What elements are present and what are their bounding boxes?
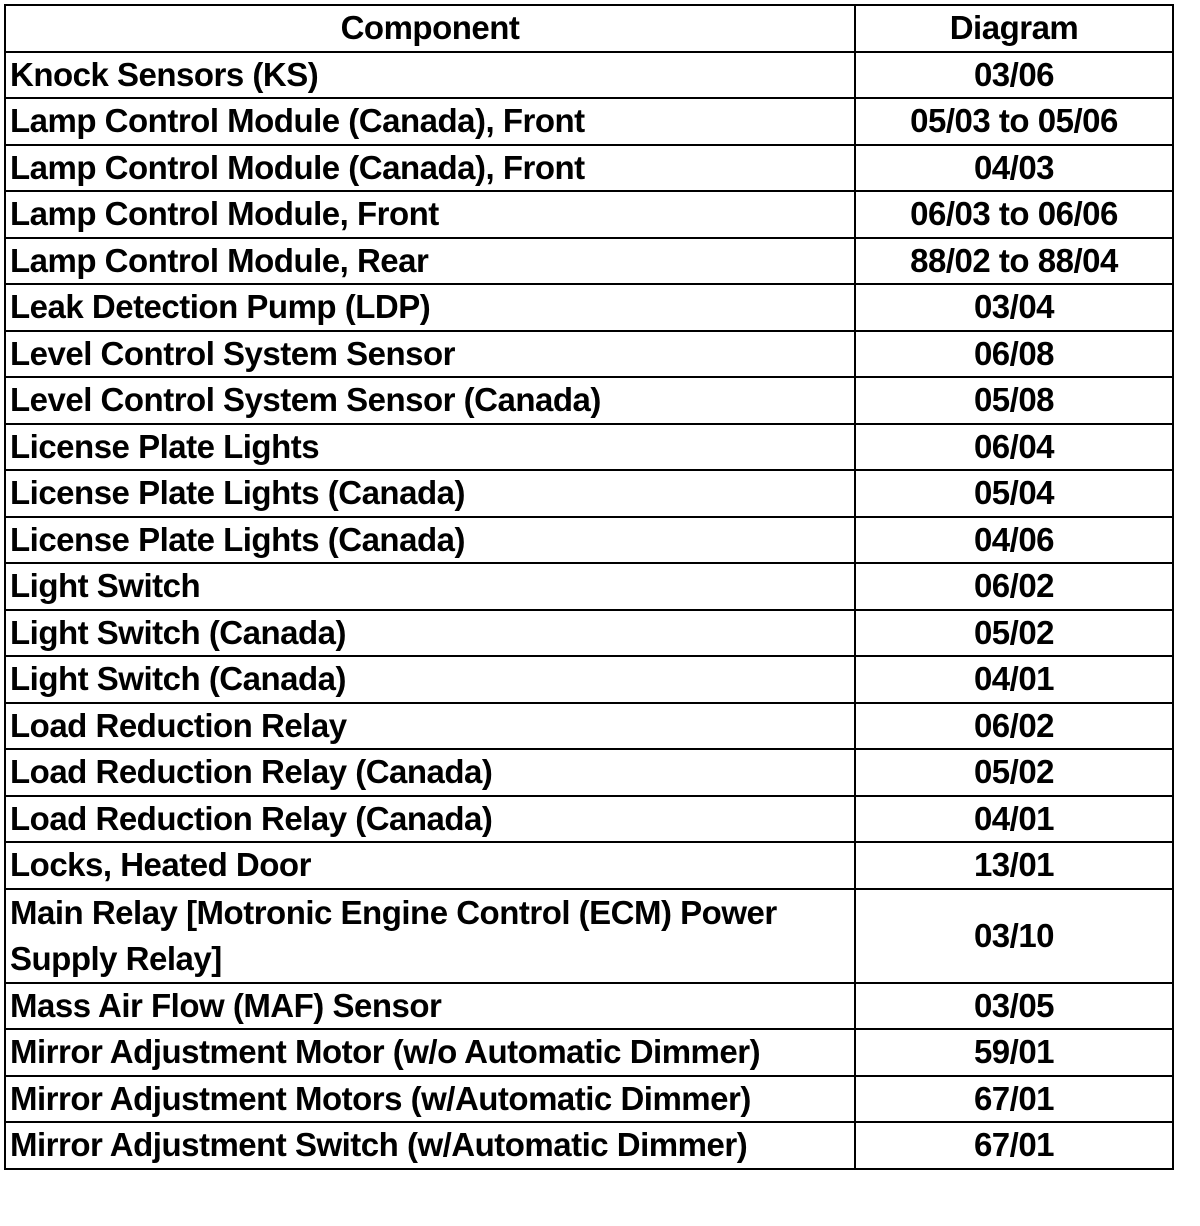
component-cell: Mirror Adjustment Motors (w/Automatic Dimmer) (5, 1076, 855, 1123)
table-row (5, 238, 1173, 285)
diagram-cell: 67/01 (855, 1076, 1173, 1123)
component-cell: Light Switch (5, 563, 855, 610)
component-cell: Knock Sensors (KS) (5, 52, 855, 99)
diagram-cell: 05/08 (855, 377, 1173, 424)
table-row (5, 377, 1173, 424)
table-row (5, 749, 1173, 796)
component-cell: Light Switch (Canada) (5, 610, 855, 657)
diagram-cell: 04/06 (855, 517, 1173, 564)
diagram-cell: 06/03 to 06/06 (855, 191, 1173, 238)
component-cell: Main Relay [Motronic Engine Control (ECM) Power Supply Relay] (5, 889, 855, 983)
table-row (5, 703, 1173, 750)
table-row (5, 563, 1173, 610)
diagram-cell: 04/03 (855, 145, 1173, 192)
component-cell: Lamp Control Module, Rear (5, 238, 855, 285)
table-row (5, 842, 1173, 889)
diagram-cell: 03/06 (855, 52, 1173, 99)
component-cell: Locks, Heated Door (5, 842, 855, 889)
diagram-cell: 05/04 (855, 470, 1173, 517)
component-cell: License Plate Lights (5, 424, 855, 471)
diagram-cell: 06/02 (855, 703, 1173, 750)
table-row (5, 284, 1173, 331)
diagram-cell: 05/02 (855, 749, 1173, 796)
table-row (5, 98, 1173, 145)
component-cell: Load Reduction Relay (Canada) (5, 749, 855, 796)
component-cell: Load Reduction Relay (Canada) (5, 796, 855, 843)
table-row (5, 889, 1173, 983)
diagram-cell: 13/01 (855, 842, 1173, 889)
component-cell: Lamp Control Module (Canada), Front (5, 145, 855, 192)
table-row (5, 1122, 1173, 1169)
component-cell: License Plate Lights (Canada) (5, 470, 855, 517)
diagram-cell: 67/01 (855, 1122, 1173, 1169)
table-row (5, 610, 1173, 657)
diagram-cell: 05/03 to 05/06 (855, 98, 1173, 145)
diagram-cell: 06/04 (855, 424, 1173, 471)
component-diagram-table (4, 4, 1174, 1170)
component-cell: Lamp Control Module (Canada), Front (5, 98, 855, 145)
diagram-cell: 04/01 (855, 656, 1173, 703)
diagram-cell: 03/05 (855, 983, 1173, 1030)
diagram-cell: 05/02 (855, 610, 1173, 657)
table-row (5, 1076, 1173, 1123)
table-row (5, 796, 1173, 843)
table-row (5, 52, 1173, 99)
table-row (5, 656, 1173, 703)
component-cell: Level Control System Sensor (5, 331, 855, 378)
component-cell: Load Reduction Relay (5, 703, 855, 750)
diagram-cell: 06/02 (855, 563, 1173, 610)
diagram-cell: 04/01 (855, 796, 1173, 843)
diagram-cell: 88/02 to 88/04 (855, 238, 1173, 285)
table-header-row (5, 5, 1173, 52)
component-cell: Leak Detection Pump (LDP) (5, 284, 855, 331)
table-row (5, 424, 1173, 471)
table-row (5, 145, 1173, 192)
component-table-container (4, 4, 1172, 1170)
diagram-cell: 06/08 (855, 331, 1173, 378)
component-cell: Level Control System Sensor (Canada) (5, 377, 855, 424)
table-row (5, 517, 1173, 564)
component-cell: Light Switch (Canada) (5, 656, 855, 703)
diagram-cell: 03/10 (855, 889, 1173, 983)
table-row (5, 191, 1173, 238)
component-cell: Mirror Adjustment Motor (w/o Automatic Dimmer) (5, 1029, 855, 1076)
header-component: Component (5, 5, 855, 52)
table-row (5, 331, 1173, 378)
component-cell: Mass Air Flow (MAF) Sensor (5, 983, 855, 1030)
diagram-cell: 03/04 (855, 284, 1173, 331)
component-cell: Lamp Control Module, Front (5, 191, 855, 238)
component-cell: License Plate Lights (Canada) (5, 517, 855, 564)
header-diagram: Diagram (855, 5, 1173, 52)
table-row (5, 470, 1173, 517)
table-row (5, 1029, 1173, 1076)
table-row (5, 983, 1173, 1030)
diagram-cell: 59/01 (855, 1029, 1173, 1076)
component-cell: Mirror Adjustment Switch (w/Automatic Dimmer) (5, 1122, 855, 1169)
